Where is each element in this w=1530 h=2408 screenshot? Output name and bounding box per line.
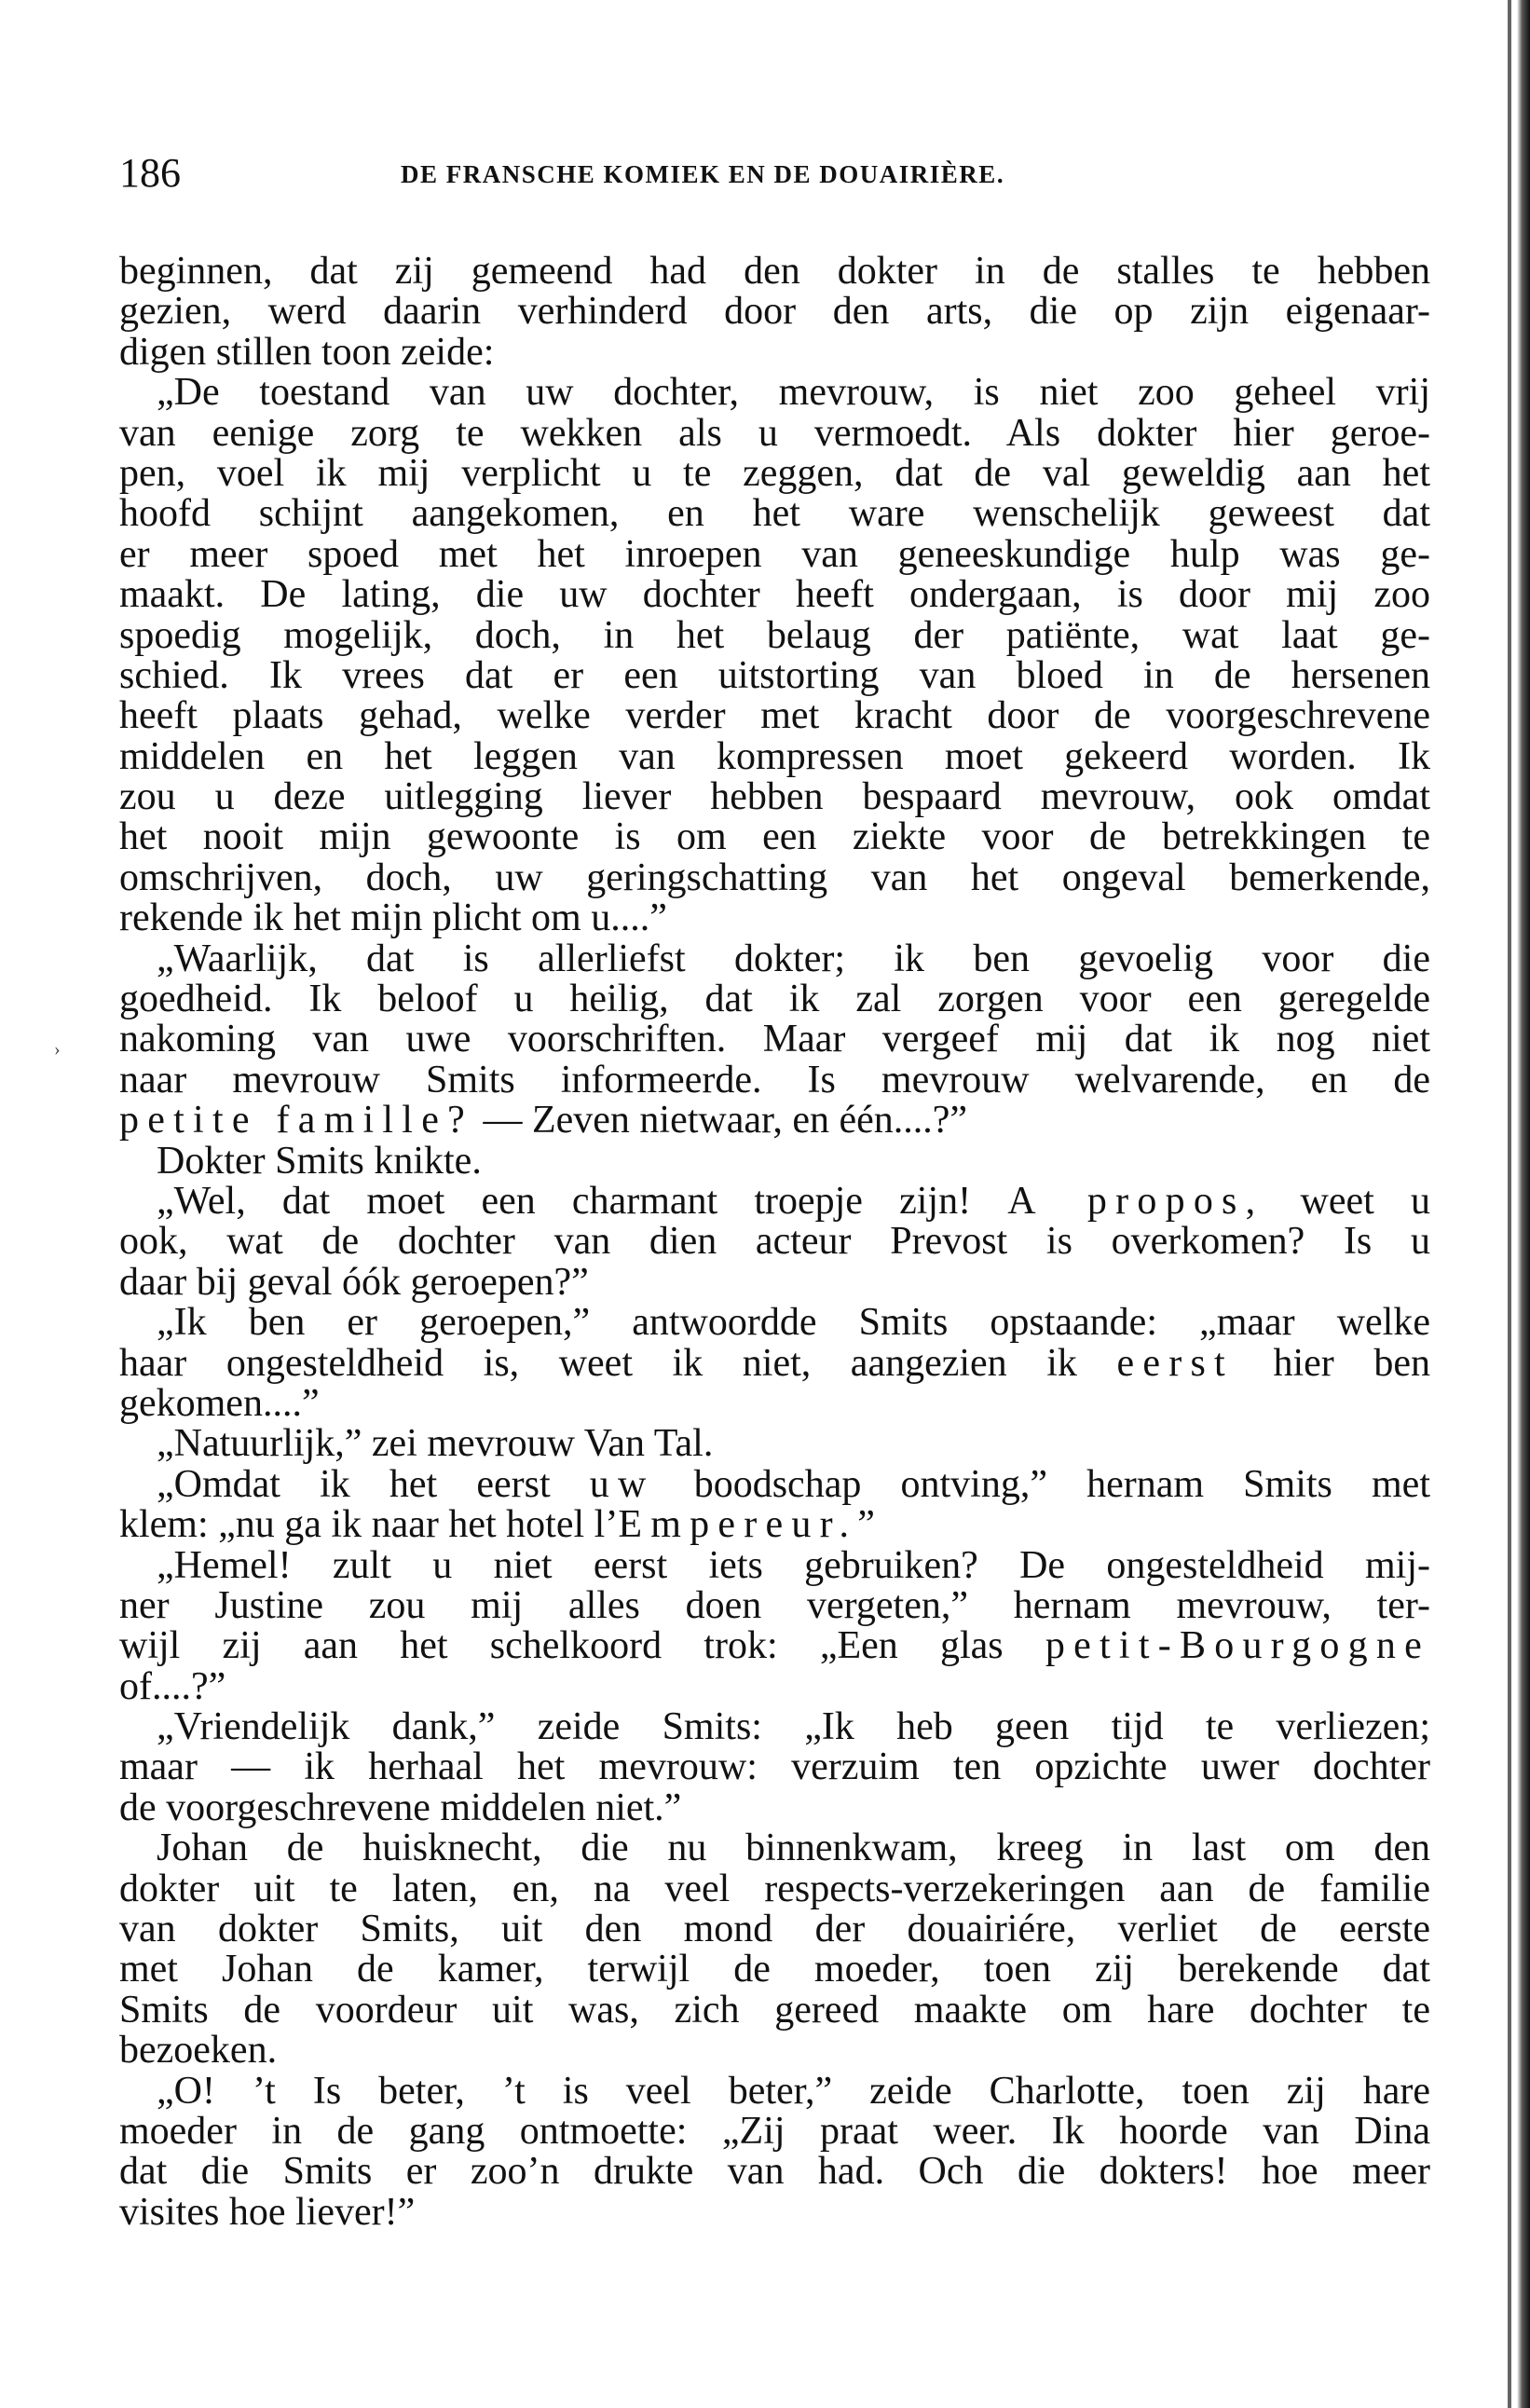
text-segment: hoofd schijnt aangekomen, en het ware wenschelijk geweest dat <box>119 492 1430 536</box>
text-segment: hier ben <box>1233 1341 1430 1385</box>
text-line <box>119 1462 1430 1506</box>
text-line <box>119 1828 1430 1868</box>
text-segment: bezoeken. <box>119 2029 278 2073</box>
text-segment: beginnen, dat zij gemeend had den dokter in de stalles te hebben <box>119 250 1430 293</box>
text-line <box>119 2152 1430 2192</box>
text-segment: zou u deze uitlegging liever hebben bespaard mevrouw, ook omdat <box>119 775 1430 819</box>
text-segment: goedheid. Ik beloof u heilig, dat ik zal zorgen voor een geregelde <box>119 978 1430 1021</box>
text-line <box>119 1950 1430 1990</box>
text-line <box>119 1139 1430 1183</box>
text-segment: spoedig mogelijk, doch, in het belaug der patiënte, wat laat ge- <box>119 613 1430 657</box>
text-line <box>119 2190 1430 2234</box>
text-segment: wijl zij aan het schelkoord trok: „Een glas <box>119 1624 1045 1668</box>
text-segment: naar mevrouw Smits informeerde. Is mevrouw welvarende, en de <box>119 1058 1430 1101</box>
text-line <box>119 696 1430 736</box>
text-line <box>119 411 1430 455</box>
text-line <box>119 2031 1430 2071</box>
page-number: 186 <box>119 150 181 196</box>
scan-edge-line <box>1508 0 1511 2408</box>
text-line <box>119 2109 1430 2153</box>
text-segment: digen stillen toon zeide: <box>119 330 495 374</box>
text-segment: klem: „nu ga ik naar het hotel l’ <box>119 1503 619 1547</box>
text-segment: „Waarlijk, dat is allerliefst dokter; ik ben gevoelig voor die <box>157 937 1430 980</box>
text-line <box>119 1869 1430 1909</box>
text-segment: „Omdat ik het eerst <box>157 1462 590 1506</box>
text-segment: maar — ik herhaal het mevrouw: verzuim ten opzichte uwer dochter <box>119 1745 1430 1789</box>
text-segment: daar bij geval óók geroepen?” <box>119 1260 589 1304</box>
text-line <box>119 292 1430 332</box>
text-segment: boodschap ontving,” hernam Smits met <box>654 1462 1430 1506</box>
text-line <box>119 494 1430 534</box>
text-line <box>119 1747 1430 1787</box>
text-segment: het nooit mijn gewoonte is om een ziekte voor de betrekkingen te <box>119 815 1430 859</box>
text-segment: omschrijven, doch, uw geringschatting van het ongeval bemerkende, <box>119 855 1430 899</box>
text-segment: „Ik ben er geroepen,” antwoordde Smits opstaande: „maar welke <box>157 1301 1430 1345</box>
text-segment: maakt. De lating, die uw dochter heeft ondergaan, is door mij zoo <box>119 573 1430 617</box>
text-segment: „Hemel! zult u niet eerst iets gebruiken? De ongesteldheid mij- <box>157 1543 1430 1587</box>
spaced-emphasis: Empereur. <box>618 1503 858 1547</box>
running-title: DE FRANSCHE KOMIEK EN DE DOUAIRIÈRE. <box>401 160 1005 188</box>
text-segment: „Vriendelijk dank,” zeide Smits: „Ik heb geen tijd te verliezen; <box>157 1705 1430 1749</box>
text-segment: Johan de huisknecht, die nu binnenkwam, kreeg in last om den <box>157 1827 1430 1870</box>
text-line <box>119 613 1430 657</box>
text-line <box>119 817 1430 857</box>
text-line <box>119 1060 1430 1101</box>
text-segment: moeder in de gang ontmoette: „Zij praat weer. Ik hoorde van Dina <box>119 2109 1430 2153</box>
text-line <box>119 979 1430 1019</box>
spaced-emphasis: petite famille? <box>119 1099 473 1142</box>
text-segment: pen, voel ik mij verplicht u te zeggen, dat de val geweldig aan het <box>119 451 1430 495</box>
text-line <box>119 777 1430 817</box>
text-segment: „De toestand van uw dochter, mevrouw, is niet zoo geheel vrij <box>157 371 1430 415</box>
text-segment: middelen en het leggen van kompressen moet gekeerd worden. Ik <box>119 734 1430 778</box>
text-segment: nakoming van uwe voorschriften. Maar vergeef mij dat ik nog niet <box>119 1018 1430 1061</box>
spaced-emphasis: A propos, <box>1007 1179 1264 1223</box>
spaced-emphasis: eerst <box>1116 1341 1234 1385</box>
text-line <box>119 451 1430 495</box>
text-line <box>119 855 1430 899</box>
text-segment: visites hoe liever!” <box>119 2190 416 2234</box>
text-line <box>119 1101 1430 1141</box>
text-segment: haar ongesteldheid is, weet ik niet, aangezien ik <box>119 1341 1117 1385</box>
text-line <box>119 575 1430 615</box>
text-line <box>119 1988 1430 2032</box>
text-line <box>119 1341 1430 1385</box>
text-segment: er meer spoed met het inroepen van geneeskundige hulp was ge- <box>119 532 1430 576</box>
text-line <box>119 1381 1430 1425</box>
spaced-emphasis: petit-Bourgogne <box>1045 1624 1430 1668</box>
text-segment: — Zeven nietwaar, en één....?” <box>472 1099 968 1142</box>
text-segment: Smits de voordeur uit was, zich gereed maakte om hare dochter te <box>119 1988 1430 2032</box>
text-line <box>119 1909 1430 1950</box>
text-line <box>119 1626 1430 1666</box>
text-segment: van dokter Smits, uit den mond der douairiére, verliet de eerste <box>119 1908 1430 1951</box>
text-line <box>119 252 1430 292</box>
text-segment: met Johan de kamer, terwijl de moeder, toen zij berekende dat <box>119 1948 1430 1991</box>
text-line <box>119 1303 1430 1343</box>
text-line <box>119 1222 1430 1262</box>
body-text <box>119 252 1430 2233</box>
scan-edge-border <box>1517 0 1530 2408</box>
text-segment: weet u <box>1264 1179 1430 1223</box>
text-line <box>119 1785 1430 1829</box>
text-segment: „Natuurlijk,” zei mevrouw Van Tal. <box>157 1422 714 1466</box>
text-line <box>119 1543 1430 1587</box>
text-segment: van eenige zorg te wekken als u vermoedt. Als dokter hier geroe- <box>119 411 1430 455</box>
text-line <box>119 1664 1430 1708</box>
text-segment: ner Justine zou mij alles doen vergeten,” hernam mevrouw, ter- <box>119 1583 1430 1627</box>
text-segment: de voorgeschrevene middelen niet.” <box>119 1785 682 1829</box>
text-segment: gekomen....” <box>119 1381 320 1425</box>
text-segment: „Wel, dat moet een charmant troepje zijn! <box>157 1179 1008 1223</box>
text-line <box>119 1424 1430 1464</box>
text-line <box>119 330 1430 374</box>
text-line <box>119 373 1430 413</box>
text-line <box>119 1707 1430 1747</box>
text-segment: dat die Smits er zoo’n drukte van had. Och die dokters! hoe meer <box>119 2150 1430 2194</box>
text-segment: ” <box>857 1503 875 1547</box>
text-line <box>119 1505 1430 1545</box>
text-segment: gezien, werd daarin verhinderd door den arts, die op zijn eigenaar- <box>119 290 1430 334</box>
text-line <box>119 898 1430 938</box>
text-line <box>119 532 1430 576</box>
text-segment: Dokter Smits knikte. <box>157 1139 482 1183</box>
text-segment: rekende ik het mijn plicht om u....” <box>119 896 667 940</box>
text-segment: heeft plaats gehad, welke verder met kracht door de voorgeschrevene <box>119 694 1430 738</box>
margin-mark: › <box>54 1039 61 1060</box>
text-segment: of....?” <box>119 1664 226 1708</box>
text-line <box>119 1179 1430 1223</box>
text-line <box>119 653 1430 697</box>
text-line <box>119 1019 1430 1060</box>
text-segment: ook, wat de dochter van dien acteur Prevost is overkomen? Is u <box>119 1220 1430 1264</box>
text-line <box>119 1583 1430 1627</box>
text-segment: schied. Ik vrees dat er een uitstorting van bloed in de hersenen <box>119 653 1430 697</box>
text-segment: dokter uit te laten, en, na veel respects-verzekeringen aan de familie <box>119 1867 1430 1910</box>
spaced-emphasis: uw <box>589 1462 655 1506</box>
text-segment: „O! ’t Is beter, ’t is veel beter,” zeide Charlotte, toen zij hare <box>157 2069 1430 2113</box>
text-line <box>119 1260 1430 1304</box>
text-line <box>119 939 1430 979</box>
text-line <box>119 734 1430 778</box>
text-line <box>119 2069 1430 2113</box>
